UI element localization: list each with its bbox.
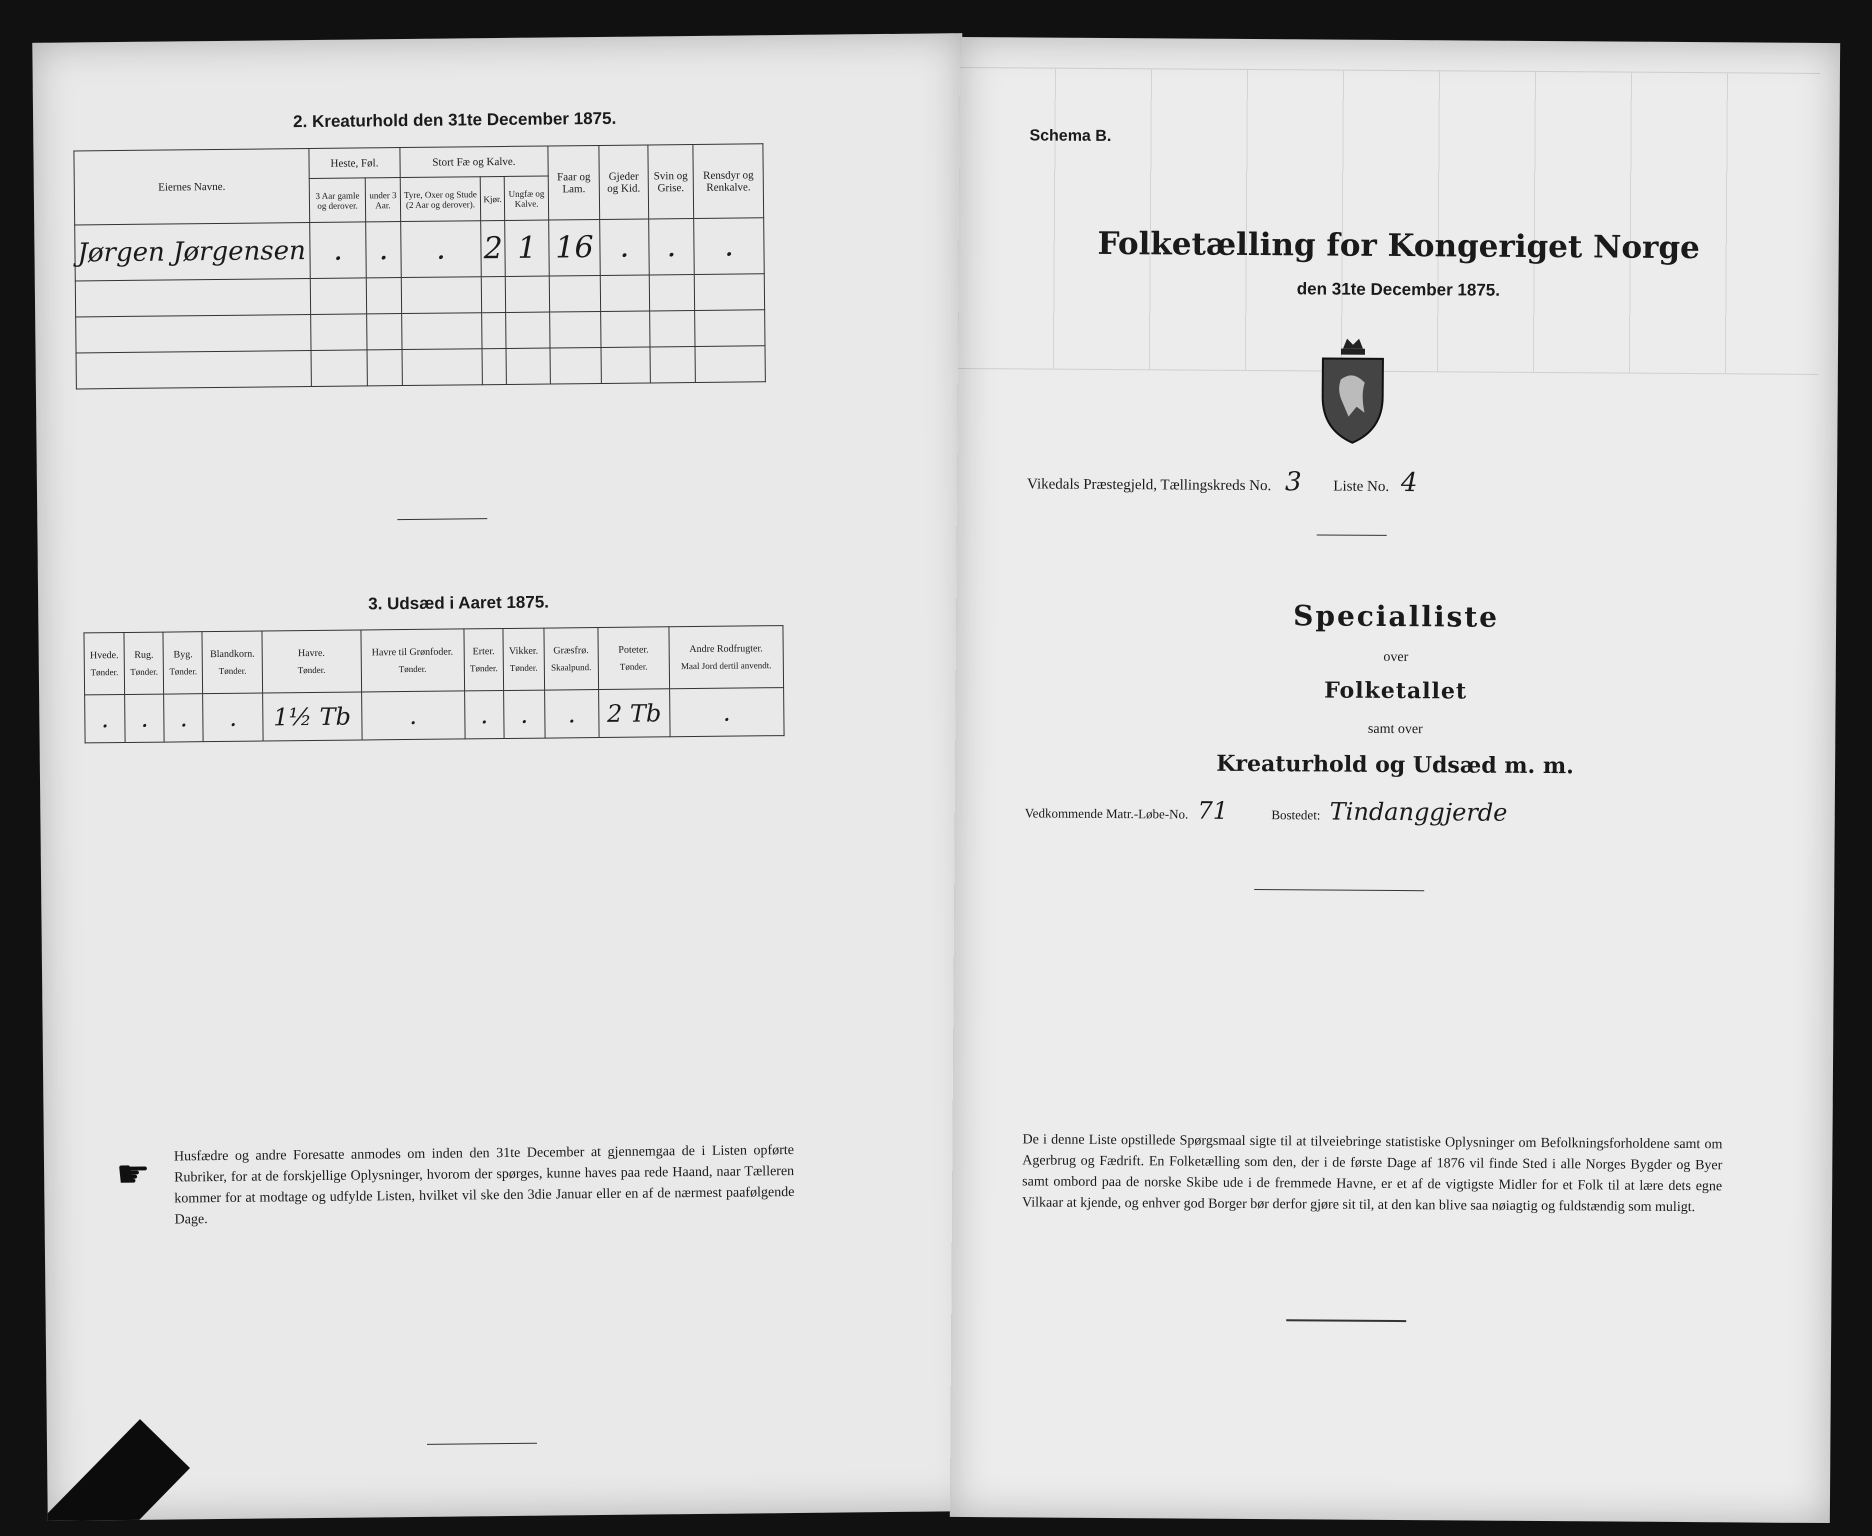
samt-over-label: samt over [1367, 721, 1423, 738]
seed-col-0 [84, 632, 125, 694]
seed-value-row [85, 688, 784, 743]
col-heste-b: under 3 Aar. [365, 178, 400, 222]
col-stort-c: Ungfæ og Kalve. [504, 176, 548, 220]
seed-col-unit: Tønder. [130, 666, 159, 677]
seed-col-unit: Tønder. [469, 663, 498, 674]
col-stort-b: Kjør. [480, 176, 505, 220]
seed-col-name: Havre. [297, 647, 325, 660]
cell-stort-a: . [400, 221, 481, 278]
seed-col-unit: Tønder. [619, 661, 648, 672]
photo-corner [35, 1419, 190, 1521]
seed-col-7 [503, 628, 544, 690]
seed-col-unit: Tønder. [90, 667, 119, 678]
seed-col-name: Byg. [173, 649, 193, 661]
seed-col-name: Blandkorn. [209, 648, 255, 661]
divider [1254, 889, 1424, 891]
bosted-value: Tindanggjerde [1329, 797, 1508, 827]
col-rensdyr: Rensdyr og Renkalve. [693, 144, 763, 219]
seed-col-1 [124, 632, 164, 694]
liste-number: 4 [1400, 468, 1418, 499]
seed-col-5 [361, 629, 465, 692]
cell-stort-c: 1 [505, 220, 549, 276]
matr-label: Vedkommende Matr.-Løbe-No. [1024, 805, 1189, 822]
col-stort-a: Tyre, Oxer og Stude (2 Aar og derover). [400, 177, 481, 222]
divider [1317, 534, 1387, 535]
norwegian-lion-crest-icon [1312, 334, 1393, 445]
kreds-number: 3 [1284, 467, 1302, 498]
seed-col-unit: Tønder. [297, 664, 326, 676]
seed-col-unit: Tønder. [218, 665, 247, 676]
cell-svin: . [648, 218, 694, 274]
seed-col-unit: Skaalpund. [551, 662, 592, 673]
seed-col-name: Rug. [134, 649, 154, 661]
seed-col-unit: Tønder. [169, 666, 198, 677]
seed-col-4 [262, 630, 361, 693]
bosted-label: Bostedet: [1271, 807, 1321, 823]
schema-label: Schema B. [1029, 127, 1112, 146]
specialliste-title: Specialliste [1293, 599, 1500, 634]
seed-value: . [164, 694, 204, 742]
cell-rensdyr: . [694, 218, 764, 275]
seed-col-name: Poteter. [618, 644, 649, 656]
seed-header-row [84, 626, 784, 695]
district-line [1027, 465, 1418, 498]
main-title: Folketælling for Kongeriget Norge [1097, 225, 1700, 267]
cell-faar: 16 [549, 219, 601, 276]
col-heste-a: 3 Aar gamle og derover. [309, 178, 366, 223]
matrikkel-line [1025, 795, 1508, 826]
col-faar: Faar og Lam. [548, 145, 600, 220]
seed-value: . [203, 693, 263, 742]
seed-value: 2 Tb [598, 689, 669, 738]
seed-col-name: Havre til Grønfoder. [371, 646, 454, 659]
folketallet-title: Folketallet [1324, 677, 1468, 705]
seed-col-unit: Maal Jord dertil anvendt. [680, 660, 772, 672]
seed-col-8 [544, 628, 599, 691]
cell-gjeder: . [600, 219, 649, 276]
livestock-table [73, 143, 765, 389]
col-gjeder: Gjeder og Kid. [599, 145, 648, 220]
notice-text: Husfædre og andre Foresatte anmodes om inden den 31te December at gjennemgaa de i Listen opførte Rubriker, for at de forskjellige Oplysninger, hvorom der spørges, kunne haves paa rede Haand, naar Tælleren kommer for at modtage og udfylde Listen, hvilket vil ske den 3die Januar eller en af de nærmest paafølgende Dage. [173, 1142, 795, 1228]
pointing-hand-icon: ☛ [115, 1151, 151, 1197]
seed-col-10 [669, 626, 784, 689]
kreaturhold-title: Kreaturhold og Udsæd m. m. [1216, 750, 1574, 780]
seed-col-2 [163, 632, 203, 694]
seed-table [83, 625, 784, 743]
seed-col-3 [202, 631, 262, 694]
seed-value: . [669, 688, 784, 737]
seed-col-name: Andre Rodfrugter. [689, 643, 763, 656]
seed-value: 1½ Tb [263, 692, 362, 741]
col-stort: Stort Fæ og Kalve. [400, 146, 548, 178]
seed-col-name: Græsfrø. [553, 645, 589, 657]
seed-value: . [504, 690, 545, 738]
col-owner: Eiernes Navne. [74, 149, 310, 225]
district-label: Vikedals Præstegjeld, Tællingskreds No. [1026, 476, 1272, 495]
table-row [76, 346, 765, 389]
seed-col-name: Hvede. [89, 650, 119, 662]
section-2-title: 2. Kreaturhold den 31te December 1875. [293, 108, 617, 132]
seed-value: . [464, 691, 504, 739]
cell-heste-a: . [310, 222, 367, 279]
seed-value: . [544, 690, 599, 739]
cell-stort-b: 2 [481, 220, 506, 276]
date-line: den 31te December 1875. [1296, 279, 1501, 300]
divider [1286, 1319, 1406, 1322]
divider [427, 1443, 537, 1445]
seed-col-6 [464, 629, 504, 691]
bleed-through-table [958, 67, 1820, 375]
seed-col-9 [598, 627, 670, 690]
col-heste: Heste, Føl. [309, 148, 400, 179]
seed-col-unit: Tønder. [509, 662, 538, 673]
seed-col-unit: Tønder. [398, 663, 427, 675]
seed-value: . [361, 691, 465, 740]
table-row [75, 218, 765, 281]
seed-col-name: Erter. [472, 646, 495, 658]
liste-label: Liste No. [1333, 478, 1390, 495]
seed-col-name: Vikker. [508, 645, 539, 657]
seed-value: . [125, 694, 165, 742]
matr-number: 71 [1197, 796, 1229, 825]
over-label: over [1383, 649, 1409, 666]
info-paragraph: De i denne Liste opstillede Spørgsmaal sigte til at tilveiebringe statistiske Oplysninger om Befolkningsforholdene samt om Agerbrug og Fædrift. En Folketælling som den, der i de første Dage af 1876 vil finde Sted i alle Norges Bygder og Byer samt ombord paa de norske Skibe ude i de fremmede Havne, er et af de vigtigste Midler for et Folk til at lære dets egne Vilkaar at kjende, og enhver god Borger bør derfor gjøre sit til, at den kan blive saa nøiagtig og fuldstændig som muligt. [1021, 1132, 1723, 1216]
right-page [950, 37, 1840, 1523]
seed-value: . [85, 694, 126, 742]
divider [397, 518, 487, 520]
owner-name: Jørgen Jørgensen [75, 223, 311, 281]
col-svin: Svin og Grise. [648, 144, 694, 218]
left-page [32, 33, 977, 1521]
section-3-title: 3. Udsæd i Aaret 1875. [368, 592, 550, 614]
cell-heste-b: . [366, 222, 401, 278]
